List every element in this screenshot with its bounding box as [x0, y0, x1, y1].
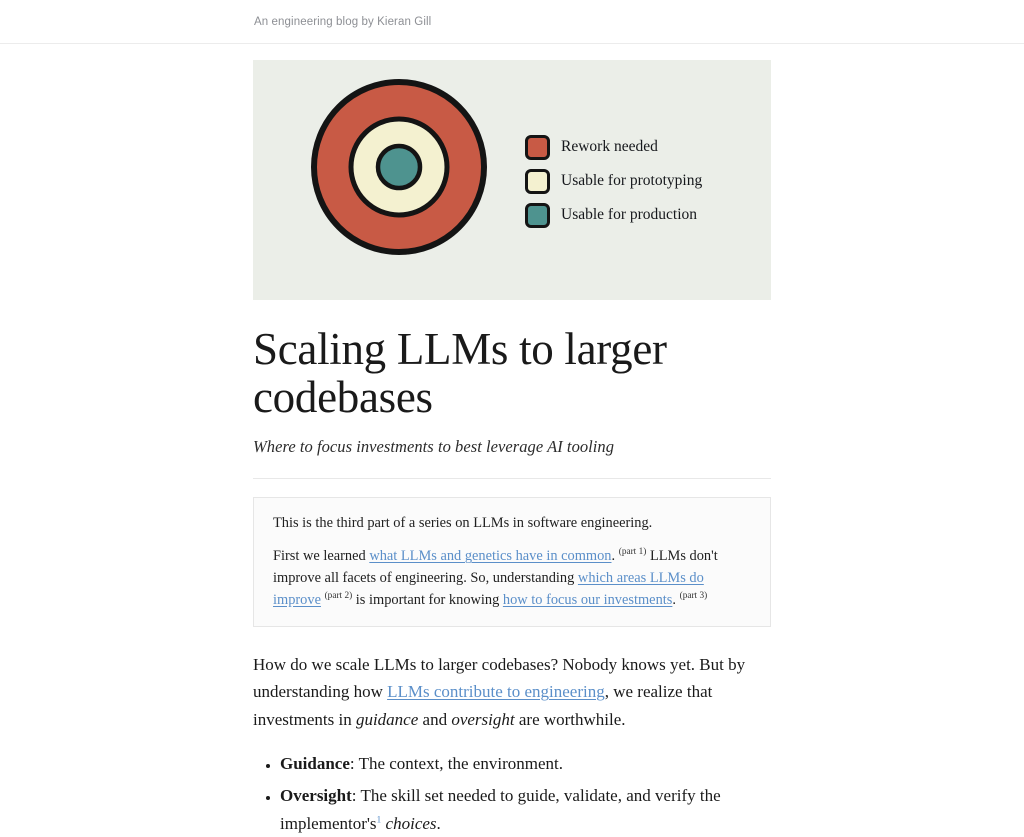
legend-item-usable-for-prototyping — [525, 164, 702, 198]
legend-swatch-icon — [525, 169, 550, 194]
superscript-part-1: (part 1) — [618, 547, 647, 558]
body-text: are worthwhile. — [514, 710, 626, 729]
hero-figure — [253, 60, 771, 300]
list-item — [280, 782, 771, 837]
callout-line-1: This is the third part of a series on LLMs in software engineering. — [273, 515, 653, 532]
site-header — [0, 0, 1024, 44]
legend-swatch-icon — [525, 135, 550, 160]
link-what-llms-and-genetics-have-in-common[interactable]: what LLMs and genetics have in common — [369, 548, 612, 565]
title-divider — [253, 478, 771, 479]
body-bullet-list — [253, 750, 771, 837]
body-text: and — [418, 710, 452, 729]
legend-swatch-icon — [525, 203, 550, 228]
list-item-term: Guidance — [280, 753, 350, 773]
emphasis-oversight: oversight — [451, 710, 515, 729]
callout-text: . — [611, 548, 616, 565]
page-title: Scaling LLMs to larger codebases — [253, 324, 667, 422]
target-ring-center — [378, 146, 420, 188]
emphasis-choices: choices — [385, 813, 437, 833]
list-item — [280, 750, 771, 778]
emphasis-guidance: guidance — [355, 710, 419, 729]
superscript-part-3: (part 3) — [679, 591, 708, 602]
site-header-inner — [253, 16, 771, 28]
page-subtitle: Where to focus investments to best leverage AI tooling — [253, 437, 615, 457]
site-tagline: An engineering blog by Kieran Gill — [254, 15, 432, 28]
body-text: , we realize that investments in — [253, 682, 713, 729]
callout-text: LLMs don't improve all facets of engineering. So, understanding — [273, 548, 718, 587]
link-llms-contribute-to-engineering[interactable]: LLMs contribute to engineering — [387, 682, 605, 702]
footnote-link[interactable]: 1 — [376, 814, 382, 825]
legend-label: Usable for prototyping — [561, 172, 703, 189]
link-how-to-focus-our-investments[interactable]: how to focus our investments — [502, 592, 673, 609]
concentric-target-diagram — [309, 77, 489, 262]
callout-text: First we learned — [273, 548, 370, 565]
list-item-term: Oversight — [280, 786, 352, 806]
superscript-part-2: (part 2) — [324, 591, 353, 602]
list-item-text: : The skill set needed to guide, validate, and verify the implementor's — [280, 786, 721, 833]
callout-text: . — [672, 592, 676, 609]
list-item-text: . — [436, 813, 441, 833]
series-callout — [253, 497, 771, 627]
callout-text: is important for knowing — [352, 592, 503, 609]
body-text: How do we scale LLMs to larger codebases? Nobody knows yet. But by understanding how — [253, 654, 746, 702]
legend-label: Usable for production — [561, 206, 698, 223]
legend-item-usable-for-production — [525, 198, 702, 232]
callout-line-2 — [273, 546, 751, 612]
list-item-text: : The context, the environment. — [349, 753, 563, 773]
page-column — [253, 60, 771, 837]
body-paragraph-1 — [253, 651, 771, 734]
legend-label: Rework needed — [561, 138, 658, 155]
link-which-areas-llms-do-improve[interactable]: which areas LLMs do improve — [273, 570, 704, 609]
hero-legend — [525, 130, 702, 232]
legend-item-rework-needed — [525, 130, 702, 164]
